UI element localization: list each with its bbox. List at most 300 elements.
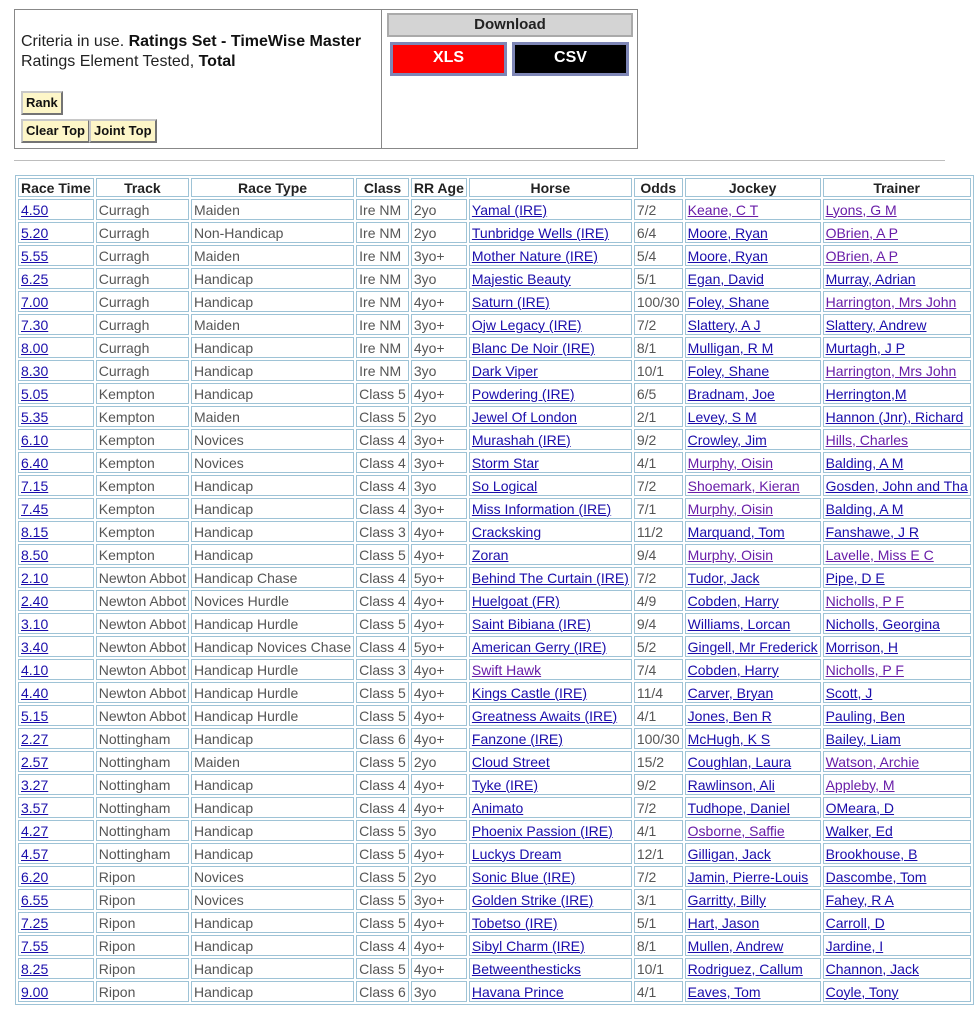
- horse-cell[interactable]: [469, 659, 632, 680]
- trainer-cell[interactable]: [823, 751, 971, 772]
- race-time-link[interactable]: 7.55: [21, 937, 49, 954]
- race-time-cell[interactable]: [18, 245, 94, 266]
- jockey-link[interactable]: Jamin, Pierre-Louis: [687, 868, 809, 885]
- jockey-cell[interactable]: [685, 360, 821, 381]
- race-time-cell[interactable]: [18, 314, 94, 335]
- trainer-link[interactable]: Herrington,M: [825, 385, 907, 402]
- jockey-cell[interactable]: [685, 475, 821, 496]
- joint-top-button[interactable]: Joint Top: [89, 119, 157, 143]
- race-time-cell[interactable]: [18, 797, 94, 818]
- race-time-link[interactable]: 6.55: [21, 891, 49, 908]
- horse-cell[interactable]: [469, 981, 632, 1002]
- race-time-link[interactable]: 3.57: [21, 799, 49, 816]
- horse-cell[interactable]: [469, 751, 632, 772]
- race-time-cell[interactable]: [18, 498, 94, 519]
- race-time-link[interactable]: 2.40: [21, 592, 49, 609]
- horse-link[interactable]: Greatness Awaits (IRE): [471, 707, 618, 724]
- trainer-link[interactable]: Appleby, M: [825, 776, 895, 793]
- horse-cell[interactable]: [469, 268, 632, 289]
- horse-cell[interactable]: [469, 314, 632, 335]
- jockey-link[interactable]: Garritty, Billy: [687, 891, 766, 908]
- jockey-link[interactable]: Gingell, Mr Frederick: [687, 638, 818, 655]
- horse-link[interactable]: Mother Nature (IRE): [471, 247, 598, 264]
- trainer-link[interactable]: Brookhouse, B: [825, 845, 918, 862]
- trainer-link[interactable]: Lyons, G M: [825, 201, 897, 218]
- trainer-cell[interactable]: [823, 429, 971, 450]
- jockey-cell[interactable]: [685, 659, 821, 680]
- race-time-link[interactable]: 7.30: [21, 316, 49, 333]
- jockey-link[interactable]: Osborne, Saffie: [687, 822, 785, 839]
- horse-link[interactable]: Tunbridge Wells (IRE): [471, 224, 609, 241]
- jockey-cell[interactable]: [685, 705, 821, 726]
- trainer-link[interactable]: Carroll, D: [825, 914, 885, 931]
- race-time-link[interactable]: 3.40: [21, 638, 49, 655]
- trainer-cell[interactable]: [823, 521, 971, 542]
- horse-cell[interactable]: [469, 935, 632, 956]
- jockey-link[interactable]: Jones, Ben R: [687, 707, 772, 724]
- race-time-link[interactable]: 8.50: [21, 546, 49, 563]
- trainer-cell[interactable]: [823, 843, 971, 864]
- header-race-type[interactable]: Race Type: [191, 178, 354, 197]
- horse-cell[interactable]: [469, 682, 632, 703]
- jockey-link[interactable]: Coughlan, Laura: [687, 753, 792, 770]
- xls-download-button[interactable]: XLS: [390, 42, 507, 76]
- trainer-cell[interactable]: [823, 866, 971, 887]
- trainer-link[interactable]: Harrington, Mrs John: [825, 362, 957, 379]
- horse-link[interactable]: Tyke (IRE): [471, 776, 539, 793]
- jockey-cell[interactable]: [685, 682, 821, 703]
- horse-cell[interactable]: [469, 452, 632, 473]
- jockey-cell[interactable]: [685, 383, 821, 404]
- horse-cell[interactable]: [469, 521, 632, 542]
- ratings-element-value: Total: [198, 53, 236, 70]
- horse-cell[interactable]: [469, 820, 632, 841]
- race-time-link[interactable]: 5.20: [21, 224, 49, 241]
- horse-cell[interactable]: [469, 636, 632, 657]
- race-time-link[interactable]: 5.15: [21, 707, 49, 724]
- horse-cell[interactable]: [469, 866, 632, 887]
- horse-link[interactable]: Yamal (IRE): [471, 201, 548, 218]
- jockey-link[interactable]: Shoemark, Kieran: [687, 477, 800, 494]
- race-time-cell[interactable]: [18, 383, 94, 404]
- jockey-link[interactable]: Bradnam, Joe: [687, 385, 775, 402]
- race-time-link[interactable]: 6.25: [21, 270, 49, 287]
- race-time-cell[interactable]: [18, 590, 94, 611]
- csv-download-button[interactable]: CSV: [512, 42, 629, 76]
- jockey-link[interactable]: Tudhope, Daniel: [687, 799, 790, 816]
- trainer-link[interactable]: Watson, Archie: [825, 753, 920, 770]
- trainer-cell[interactable]: [823, 935, 971, 956]
- trainer-link[interactable]: Fanshawe, J R: [825, 523, 919, 540]
- jockey-link[interactable]: McHugh, K S: [687, 730, 771, 747]
- jockey-link[interactable]: Cobden, Harry: [687, 661, 779, 678]
- jockey-link[interactable]: Foley, Shane: [687, 362, 770, 379]
- race-time-link[interactable]: 8.30: [21, 362, 49, 379]
- trainer-cell[interactable]: [823, 199, 971, 220]
- horse-link[interactable]: Havana Prince: [471, 983, 564, 1000]
- race-time-link[interactable]: 6.20: [21, 868, 49, 885]
- jockey-link[interactable]: Crowley, Jim: [687, 431, 767, 448]
- jockey-cell[interactable]: [685, 521, 821, 542]
- jockey-cell[interactable]: [685, 498, 821, 519]
- jockey-cell[interactable]: [685, 429, 821, 450]
- horse-link[interactable]: Cloud Street: [471, 753, 550, 770]
- header-odds[interactable]: Odds: [634, 178, 683, 197]
- horse-cell[interactable]: [469, 360, 632, 381]
- race-time-link[interactable]: 8.15: [21, 523, 49, 540]
- trainer-cell[interactable]: [823, 567, 971, 588]
- race-time-cell[interactable]: [18, 843, 94, 864]
- trainer-cell[interactable]: [823, 797, 971, 818]
- horse-link[interactable]: Dark Viper: [471, 362, 538, 379]
- trainer-link[interactable]: Murtagh, J P: [825, 339, 905, 356]
- race-time-cell[interactable]: [18, 406, 94, 427]
- horse-link[interactable]: Storm Star: [471, 454, 539, 471]
- horse-link[interactable]: Sibyl Charm (IRE): [471, 937, 585, 954]
- race-type-cell: Handicap: [191, 475, 354, 496]
- jockey-cell[interactable]: [685, 843, 821, 864]
- jockey-cell[interactable]: [685, 291, 821, 312]
- race-time-link[interactable]: 7.45: [21, 500, 49, 517]
- trainer-cell[interactable]: [823, 682, 971, 703]
- trainer-link[interactable]: Dascombe, Tom: [825, 868, 927, 885]
- horse-link[interactable]: Huelgoat (FR): [471, 592, 560, 609]
- trainer-cell[interactable]: [823, 291, 971, 312]
- header-jockey[interactable]: Jockey: [685, 178, 821, 197]
- race-time-cell[interactable]: [18, 521, 94, 542]
- trainer-link[interactable]: Murray, Adrian: [825, 270, 916, 287]
- jockey-cell[interactable]: [685, 337, 821, 358]
- trainer-link[interactable]: Lavelle, Miss E C: [825, 546, 934, 563]
- horse-link[interactable]: Phoenix Passion (IRE): [471, 822, 613, 839]
- horse-cell[interactable]: [469, 406, 632, 427]
- horse-cell[interactable]: [469, 498, 632, 519]
- header-class[interactable]: Class: [356, 178, 409, 197]
- horse-link[interactable]: Golden Strike (IRE): [471, 891, 594, 908]
- race-time-cell[interactable]: [18, 567, 94, 588]
- race-time-link[interactable]: 7.25: [21, 914, 49, 931]
- horse-link[interactable]: Behind The Curtain (IRE): [471, 569, 629, 586]
- race-time-cell[interactable]: [18, 636, 94, 657]
- race-time-cell[interactable]: [18, 268, 94, 289]
- trainer-cell[interactable]: [823, 268, 971, 289]
- jockey-cell[interactable]: [685, 268, 821, 289]
- trainer-cell[interactable]: [823, 981, 971, 1002]
- jockey-cell[interactable]: [685, 613, 821, 634]
- horse-cell[interactable]: [469, 544, 632, 565]
- horse-link[interactable]: Jewel Of London: [471, 408, 577, 425]
- race-time-cell[interactable]: [18, 199, 94, 220]
- horse-link[interactable]: Sonic Blue (IRE): [471, 868, 576, 885]
- race-time-link[interactable]: 5.05: [21, 385, 49, 402]
- jockey-cell[interactable]: [685, 958, 821, 979]
- jockey-cell[interactable]: [685, 981, 821, 1002]
- trainer-cell[interactable]: [823, 889, 971, 910]
- jockey-cell[interactable]: [685, 774, 821, 795]
- jockey-link[interactable]: Slattery, A J: [687, 316, 761, 333]
- class-cell: Class 4: [356, 774, 409, 795]
- horse-cell[interactable]: [469, 958, 632, 979]
- race-time-link[interactable]: 5.55: [21, 247, 49, 264]
- jockey-cell[interactable]: [685, 406, 821, 427]
- trainer-link[interactable]: Fahey, R A: [825, 891, 894, 908]
- horse-cell[interactable]: [469, 705, 632, 726]
- jockey-link[interactable]: Murphy, Oisin: [687, 546, 773, 563]
- jockey-link[interactable]: Marquand, Tom: [687, 523, 785, 540]
- jockey-link[interactable]: Murphy, Oisin: [687, 500, 773, 517]
- trainer-link[interactable]: OMeara, D: [825, 799, 895, 816]
- clear-top-button[interactable]: Clear Top: [21, 119, 90, 143]
- horse-cell[interactable]: [469, 245, 632, 266]
- jockey-link[interactable]: Eaves, Tom: [687, 983, 761, 1000]
- race-time-cell[interactable]: [18, 889, 94, 910]
- race-time-link[interactable]: 2.10: [21, 569, 49, 586]
- trainer-link[interactable]: Channon, Jack: [825, 960, 919, 977]
- jockey-link[interactable]: Mullen, Andrew: [687, 937, 784, 954]
- horse-link[interactable]: Animato: [471, 799, 524, 816]
- trainer-cell[interactable]: [823, 406, 971, 427]
- horse-link[interactable]: Tobetso (IRE): [471, 914, 558, 931]
- trainer-link[interactable]: Slattery, Andrew: [825, 316, 927, 333]
- trainer-link[interactable]: Bailey, Liam: [825, 730, 901, 747]
- horse-link[interactable]: Fanzone (IRE): [471, 730, 563, 747]
- race-time-link[interactable]: 5.35: [21, 408, 49, 425]
- race-time-cell[interactable]: [18, 912, 94, 933]
- jockey-cell[interactable]: [685, 544, 821, 565]
- race-time-cell[interactable]: [18, 544, 94, 565]
- jockey-link[interactable]: Murphy, Oisin: [687, 454, 773, 471]
- header-rr-age[interactable]: RR Age: [411, 178, 467, 197]
- trainer-link[interactable]: Gosden, John and Tha: [825, 477, 968, 494]
- jockey-link[interactable]: Egan, David: [687, 270, 764, 287]
- jockey-cell[interactable]: [685, 935, 821, 956]
- trainer-link[interactable]: Jardine, I: [825, 937, 884, 954]
- race-time-cell[interactable]: [18, 337, 94, 358]
- horse-cell[interactable]: [469, 912, 632, 933]
- race-time-link[interactable]: 4.27: [21, 822, 49, 839]
- trainer-cell[interactable]: [823, 383, 971, 404]
- race-time-cell[interactable]: [18, 429, 94, 450]
- jockey-link[interactable]: Hart, Jason: [687, 914, 760, 931]
- horse-cell[interactable]: [469, 774, 632, 795]
- horse-cell[interactable]: [469, 429, 632, 450]
- trainer-link[interactable]: Coyle, Tony: [825, 983, 899, 1000]
- race-time-cell[interactable]: [18, 935, 94, 956]
- jockey-link[interactable]: Carver, Bryan: [687, 684, 774, 701]
- horse-cell[interactable]: [469, 291, 632, 312]
- trainer-cell[interactable]: [823, 659, 971, 680]
- jockey-cell[interactable]: [685, 751, 821, 772]
- horse-cell[interactable]: [469, 797, 632, 818]
- jockey-cell[interactable]: [685, 199, 821, 220]
- trainer-cell[interactable]: [823, 958, 971, 979]
- race-time-cell[interactable]: [18, 774, 94, 795]
- trainer-link[interactable]: Balding, A M: [825, 500, 904, 517]
- jockey-cell[interactable]: [685, 797, 821, 818]
- horse-cell[interactable]: [469, 199, 632, 220]
- race-time-link[interactable]: 4.10: [21, 661, 49, 678]
- jockey-link[interactable]: Levey, S M: [687, 408, 757, 425]
- race-time-cell[interactable]: [18, 820, 94, 841]
- jockey-cell[interactable]: [685, 728, 821, 749]
- race-time-cell[interactable]: [18, 958, 94, 979]
- rank-button[interactable]: Rank: [21, 91, 63, 115]
- race-time-cell[interactable]: [18, 751, 94, 772]
- horse-cell[interactable]: [469, 383, 632, 404]
- jockey-link[interactable]: Rodriguez, Callum: [687, 960, 803, 977]
- race-time-cell[interactable]: [18, 705, 94, 726]
- race-time-link[interactable]: 7.00: [21, 293, 49, 310]
- race-time-cell[interactable]: [18, 360, 94, 381]
- race-time-link[interactable]: 4.57: [21, 845, 49, 862]
- trainer-link[interactable]: Balding, A M: [825, 454, 904, 471]
- trainer-cell[interactable]: [823, 544, 971, 565]
- jockey-link[interactable]: Cobden, Harry: [687, 592, 779, 609]
- race-time-link[interactable]: 8.25: [21, 960, 49, 977]
- horse-link[interactable]: Majestic Beauty: [471, 270, 571, 287]
- jockey-link[interactable]: Williams, Lorcan: [687, 615, 791, 632]
- jockey-link[interactable]: Keane, C T: [687, 201, 759, 218]
- trainer-link[interactable]: OBrien, A P: [825, 247, 898, 264]
- horse-link[interactable]: Swift Hawk: [471, 661, 542, 678]
- race-time-cell[interactable]: [18, 291, 94, 312]
- header-horse[interactable]: Horse: [469, 178, 632, 197]
- race-time-link[interactable]: 6.40: [21, 454, 49, 471]
- trainer-link[interactable]: Nicholls, Georgina: [825, 615, 940, 632]
- trainer-cell[interactable]: [823, 774, 971, 795]
- track-cell: Kempton: [96, 544, 189, 565]
- trainer-cell[interactable]: [823, 475, 971, 496]
- header-race-time[interactable]: Race Time: [18, 178, 94, 197]
- trainer-link[interactable]: Harrington, Mrs John: [825, 293, 957, 310]
- trainer-link[interactable]: Hannon (Jnr), Richard: [825, 408, 964, 425]
- jockey-cell[interactable]: [685, 590, 821, 611]
- race-time-cell[interactable]: [18, 452, 94, 473]
- trainer-cell[interactable]: [823, 590, 971, 611]
- criteria-line2-label: Ratings Element Tested,: [21, 53, 199, 70]
- jockey-cell[interactable]: [685, 245, 821, 266]
- horse-link[interactable]: Murashah (IRE): [471, 431, 571, 448]
- trainer-link[interactable]: Morrison, H: [825, 638, 898, 655]
- jockey-link[interactable]: Moore, Ryan: [687, 247, 768, 264]
- trainer-link[interactable]: OBrien, A P: [825, 224, 898, 241]
- horse-link[interactable]: Ojw Legacy (IRE): [471, 316, 582, 333]
- race-time-link[interactable]: 8.00: [21, 339, 49, 356]
- horse-cell[interactable]: [469, 222, 632, 243]
- horse-cell[interactable]: [469, 567, 632, 588]
- jockey-cell[interactable]: [685, 866, 821, 887]
- horse-link[interactable]: Powdering (IRE): [471, 385, 575, 402]
- race-time-link[interactable]: 6.10: [21, 431, 49, 448]
- trainer-link[interactable]: Nicholls, P F: [825, 661, 904, 678]
- jockey-link[interactable]: Foley, Shane: [687, 293, 770, 310]
- horse-link[interactable]: Blanc De Noir (IRE): [471, 339, 595, 356]
- header-track[interactable]: Track: [96, 178, 189, 197]
- horse-cell[interactable]: [469, 613, 632, 634]
- trainer-cell[interactable]: [823, 245, 971, 266]
- race-time-link[interactable]: 3.27: [21, 776, 49, 793]
- jockey-cell[interactable]: [685, 912, 821, 933]
- horse-cell[interactable]: [469, 889, 632, 910]
- jockey-cell[interactable]: [685, 820, 821, 841]
- race-time-link[interactable]: 7.15: [21, 477, 49, 494]
- trainer-cell[interactable]: [823, 636, 971, 657]
- horse-cell[interactable]: [469, 337, 632, 358]
- horse-link[interactable]: American Gerry (IRE): [471, 638, 607, 655]
- horse-link[interactable]: So Logical: [471, 477, 538, 494]
- race-time-cell[interactable]: [18, 475, 94, 496]
- trainer-cell[interactable]: [823, 820, 971, 841]
- horse-link[interactable]: Zoran: [471, 546, 509, 563]
- jockey-link[interactable]: Mulligan, R M: [687, 339, 774, 356]
- race-time-cell[interactable]: [18, 728, 94, 749]
- horse-cell[interactable]: [469, 475, 632, 496]
- trainer-link[interactable]: Pipe, D E: [825, 569, 885, 586]
- race-type-cell: Handicap: [191, 360, 354, 381]
- horse-link[interactable]: Saturn (IRE): [471, 293, 550, 310]
- race-time-link[interactable]: 2.27: [21, 730, 49, 747]
- jockey-cell[interactable]: [685, 222, 821, 243]
- race-time-cell[interactable]: [18, 682, 94, 703]
- trainer-cell[interactable]: [823, 222, 971, 243]
- jockey-link[interactable]: Tudor, Jack: [687, 569, 760, 586]
- jockey-cell[interactable]: [685, 889, 821, 910]
- race-time-link[interactable]: 4.40: [21, 684, 49, 701]
- horse-link[interactable]: Miss Information (IRE): [471, 500, 612, 517]
- horse-link[interactable]: Luckys Dream: [471, 845, 562, 862]
- jockey-link[interactable]: Rawlinson, Ali: [687, 776, 775, 793]
- horse-link[interactable]: Saint Bibiana (IRE): [471, 615, 591, 632]
- horse-cell[interactable]: [469, 843, 632, 864]
- trainer-cell[interactable]: [823, 337, 971, 358]
- horse-link[interactable]: Kings Castle (IRE): [471, 684, 588, 701]
- trainer-link[interactable]: Walker, Ed: [825, 822, 893, 839]
- jockey-cell[interactable]: [685, 314, 821, 335]
- jockey-link[interactable]: Moore, Ryan: [687, 224, 768, 241]
- race-time-cell[interactable]: [18, 981, 94, 1002]
- jockey-cell[interactable]: [685, 452, 821, 473]
- trainer-link[interactable]: Hills, Charles: [825, 431, 909, 448]
- trainer-link[interactable]: Scott, J: [825, 684, 873, 701]
- horse-link[interactable]: Cracksking: [471, 523, 542, 540]
- trainer-cell[interactable]: [823, 452, 971, 473]
- trainer-cell[interactable]: [823, 613, 971, 634]
- horse-cell[interactable]: [469, 728, 632, 749]
- trainer-link[interactable]: Nicholls, P F: [825, 592, 904, 609]
- race-time-cell[interactable]: [18, 659, 94, 680]
- race-time-cell[interactable]: [18, 866, 94, 887]
- trainer-cell[interactable]: [823, 912, 971, 933]
- trainer-cell[interactable]: [823, 360, 971, 381]
- trainer-cell[interactable]: [823, 314, 971, 335]
- trainer-link[interactable]: Pauling, Ben: [825, 707, 905, 724]
- race-time-link[interactable]: 9.00: [21, 983, 49, 1000]
- jockey-cell[interactable]: [685, 567, 821, 588]
- trainer-cell[interactable]: [823, 728, 971, 749]
- jockey-cell[interactable]: [685, 636, 821, 657]
- race-time-cell[interactable]: [18, 613, 94, 634]
- trainer-cell[interactable]: [823, 705, 971, 726]
- trainer-cell[interactable]: [823, 498, 971, 519]
- horse-link[interactable]: Betweenthesticks: [471, 960, 581, 977]
- race-time-link[interactable]: 2.57: [21, 753, 49, 770]
- jockey-link[interactable]: Gilligan, Jack: [687, 845, 771, 862]
- header-trainer[interactable]: Trainer: [823, 178, 971, 197]
- race-time-link[interactable]: 4.50: [21, 201, 49, 218]
- horse-cell[interactable]: [469, 590, 632, 611]
- race-time-cell[interactable]: [18, 222, 94, 243]
- race-time-link[interactable]: 3.10: [21, 615, 49, 632]
